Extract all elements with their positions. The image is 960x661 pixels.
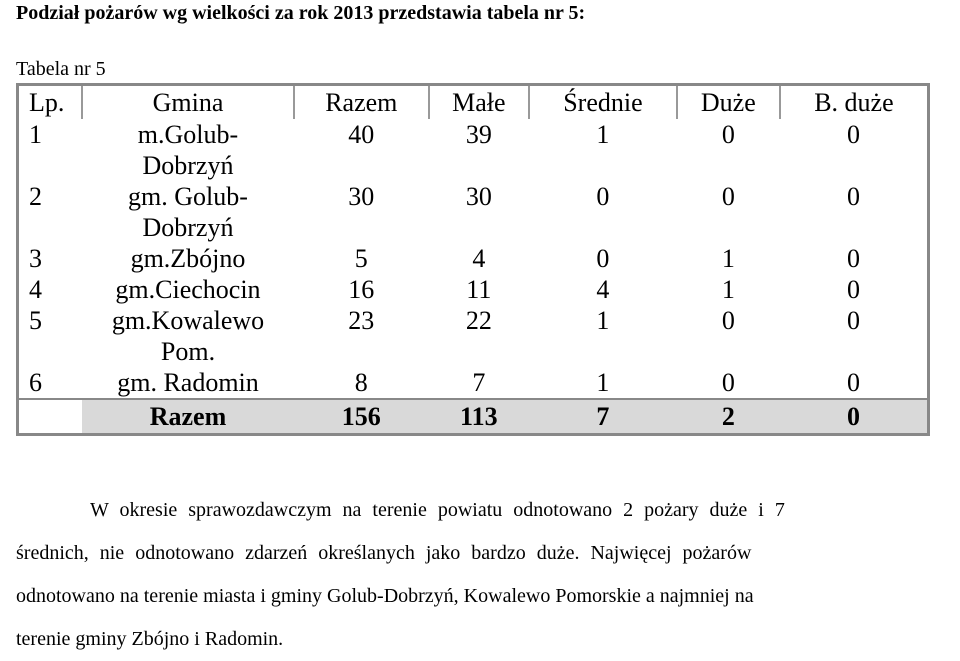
header-b-duze: B. duże <box>780 85 929 120</box>
table-row <box>18 181 929 243</box>
cell-b-duze: 0 <box>846 275 860 304</box>
gmina-line-2: Pom. <box>160 337 216 366</box>
cell-b-duze: 0 <box>846 182 860 211</box>
cell-lp: 6 <box>29 368 42 397</box>
cell-lp: 4 <box>29 275 42 304</box>
cell-duze: 0 <box>721 182 735 211</box>
total-srednie: 7 <box>529 399 677 435</box>
cell-lp-empty <box>18 399 83 435</box>
cell-duze: 1 <box>721 244 735 273</box>
cell-srednie: 1 <box>596 306 610 335</box>
cell-lp: 5 <box>29 306 42 335</box>
header-duze: Duże <box>677 85 780 120</box>
cell-razem: 5 <box>354 244 368 273</box>
cell-srednie: 0 <box>596 182 610 211</box>
header-male: Małe <box>429 85 530 120</box>
cell-razem: 23 <box>348 306 375 335</box>
cell-b-duze: 0 <box>846 244 860 273</box>
cell-duze: 0 <box>721 368 735 397</box>
cell-male: 39 <box>465 120 492 149</box>
total-duze: 2 <box>677 399 780 435</box>
cell-srednie: 0 <box>596 244 610 273</box>
cell-srednie: 1 <box>596 368 610 397</box>
gmina-line-2: Dobrzyń <box>142 151 234 180</box>
cell-male: 7 <box>472 368 486 397</box>
cell-srednie: 1 <box>596 120 610 149</box>
gmina-line-1: gm. Golub- <box>128 182 248 211</box>
cell-razem: 16 <box>348 275 375 304</box>
table-header-row <box>18 85 929 120</box>
header-srednie: Średnie <box>529 85 677 120</box>
table-row <box>18 305 929 367</box>
cell-lp: 3 <box>29 244 42 273</box>
header-razem: Razem <box>294 85 429 120</box>
cell-duze: 0 <box>721 120 735 149</box>
cell-b-duze: 0 <box>846 120 860 149</box>
table-caption: Tabela nr 5 <box>16 58 106 80</box>
cell-duze: 1 <box>721 275 735 304</box>
header-gmina: Gmina <box>82 85 294 120</box>
cell-gmina <box>82 305 294 367</box>
paragraph-line-4: terenie gminy Zbójno i Radomin. <box>16 628 284 650</box>
cell-gmina: gm.Zbójno <box>130 244 246 273</box>
cell-lp: 2 <box>29 182 42 211</box>
paragraph-line-1: W okresie sprawozdawczym na terenie powiatu odnotowano 2 pożary duże i 7 <box>90 499 785 521</box>
cell-male: 4 <box>472 244 486 273</box>
gmina-line-1: m.Golub- <box>137 120 239 149</box>
fires-by-size-table <box>16 83 930 436</box>
cell-gmina <box>82 119 294 181</box>
total-label: Razem <box>82 399 294 435</box>
table-total-row <box>18 399 929 435</box>
cell-gmina: gm.Ciechocin <box>115 275 261 304</box>
table-row <box>18 119 929 181</box>
cell-b-duze: 0 <box>846 368 860 397</box>
cell-duze: 0 <box>721 306 735 335</box>
cell-razem: 30 <box>348 182 375 211</box>
total-male: 113 <box>429 399 530 435</box>
total-b-duze: 0 <box>780 399 929 435</box>
cell-gmina: gm. Radomin <box>117 368 259 397</box>
gmina-line-2: Dobrzyń <box>142 213 234 242</box>
table-row <box>18 243 929 274</box>
table-row <box>18 274 929 305</box>
paragraph-line-3: odnotowano na terenie miasta i gminy Golub-Dobrzyń, Kowalewo Pomorskie a najmniej na <box>16 585 754 607</box>
cell-male: 11 <box>466 275 492 304</box>
cell-b-duze: 0 <box>846 306 860 335</box>
gmina-line-1: gm.Kowalewo <box>111 306 265 335</box>
header-lp: Lp. <box>29 88 65 117</box>
total-razem: 156 <box>294 399 429 435</box>
cell-male: 30 <box>465 182 492 211</box>
cell-gmina <box>82 181 294 243</box>
document-heading: Podział pożarów wg wielkości za rok 2013 przedstawia tabela nr 5: <box>16 2 586 24</box>
cell-razem: 8 <box>354 368 368 397</box>
cell-lp: 1 <box>29 120 42 149</box>
summary-paragraph <box>16 489 956 661</box>
cell-srednie: 4 <box>596 275 610 304</box>
table-row <box>18 367 929 399</box>
paragraph-line-2: średnich, nie odnotowano zdarzeń określanych jako bardzo duże. Najwięcej pożarów <box>16 542 752 564</box>
cell-male: 22 <box>465 306 492 335</box>
cell-razem: 40 <box>348 120 375 149</box>
